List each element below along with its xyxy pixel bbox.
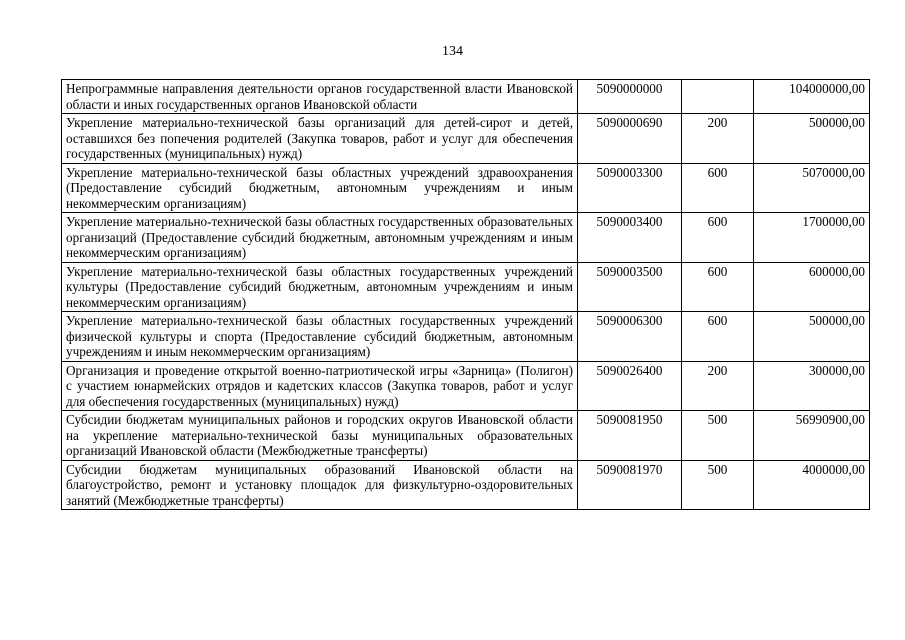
- row-sum: 500000,00: [754, 312, 870, 362]
- row-name: Укрепление материально-технической базы областных государственных учреждений культуры (Предоставление субсидий бюджетным, автономным учреждениям и иным некоммерческим организациям): [62, 262, 578, 312]
- row-code: 5090006300: [578, 312, 682, 362]
- row-name: Укрепление материально-технической базы областных государственных учреждений физической культуры и спорта (Предоставление субсидий бюджетным, автономным учреждениям и иным некоммерческим организациям): [62, 312, 578, 362]
- table-row: [62, 411, 870, 461]
- row-expense-type: 600: [682, 312, 754, 362]
- row-expense-type: 600: [682, 262, 754, 312]
- row-code: 5090000000: [578, 80, 682, 114]
- row-expense-type: 500: [682, 411, 754, 461]
- row-expense-type: 500: [682, 460, 754, 510]
- table-row: [62, 80, 870, 114]
- row-expense-type: [682, 80, 754, 114]
- budget-table: [61, 79, 870, 510]
- row-sum: 1700000,00: [754, 213, 870, 263]
- table-row: [62, 460, 870, 510]
- row-sum: 5070000,00: [754, 163, 870, 213]
- row-code: 5090003300: [578, 163, 682, 213]
- row-expense-type: 200: [682, 361, 754, 411]
- row-sum: 104000000,00: [754, 80, 870, 114]
- row-expense-type: 600: [682, 213, 754, 263]
- row-expense-type: 600: [682, 163, 754, 213]
- row-sum: 56990900,00: [754, 411, 870, 461]
- table-row: [62, 114, 870, 164]
- page-number: 134: [442, 44, 463, 59]
- row-expense-type: 200: [682, 114, 754, 164]
- row-sum: 4000000,00: [754, 460, 870, 510]
- row-code: 5090000690: [578, 114, 682, 164]
- table-row: [62, 361, 870, 411]
- table-row: [62, 312, 870, 362]
- row-name: Укрепление материально-технической базы областных учреждений здравоохранения (Предоставление субсидий бюджетным, автономным учреждениям и иным некоммерческим организациям): [62, 163, 578, 213]
- row-code: 5090081950: [578, 411, 682, 461]
- row-code: 5090081970: [578, 460, 682, 510]
- row-code: 5090003500: [578, 262, 682, 312]
- row-code: 5090026400: [578, 361, 682, 411]
- row-sum: 500000,00: [754, 114, 870, 164]
- table-row: [62, 213, 870, 263]
- row-name: Организация и проведение открытой военно-патриотической игры «Зарница» (Полигон) с участием юнармейских отрядов и кадетских классов (Закупка товаров, работ и услуг для обеспечения государственных (муниципальных) нужд): [62, 361, 578, 411]
- row-name: Субсидии бюджетам муниципальных образований Ивановской области на благоустройство, ремонт и установку площадок для физкультурно-оздоровительных занятий (Межбюджетные трансферты): [62, 460, 578, 510]
- row-name: Субсидии бюджетам муниципальных районов и городских округов Ивановской области на укрепление материально-технической базы муниципальных образовательных организаций Ивановской области (Межбюджетные трансферты): [62, 411, 578, 461]
- row-code: 5090003400: [578, 213, 682, 263]
- row-name: Непрограммные направления деятельности органов государственной власти Ивановской области и иных государственных органов Ивановской области: [62, 80, 578, 114]
- row-name: Укрепление материально-технической базы организаций для детей-сирот и детей, оставшихся без попечения родителей (Закупка товаров, работ и услуг для обеспечения государственных (муниципальных) нужд): [62, 114, 578, 164]
- table-row: [62, 163, 870, 213]
- row-sum: 300000,00: [754, 361, 870, 411]
- row-name: Укрепление материально-технической базы областных государственных образовательных организаций (Предоставление субсидий бюджетным, автономным учреждениям и иным некоммерческим организациям): [62, 213, 578, 263]
- table-row: [62, 262, 870, 312]
- row-sum: 600000,00: [754, 262, 870, 312]
